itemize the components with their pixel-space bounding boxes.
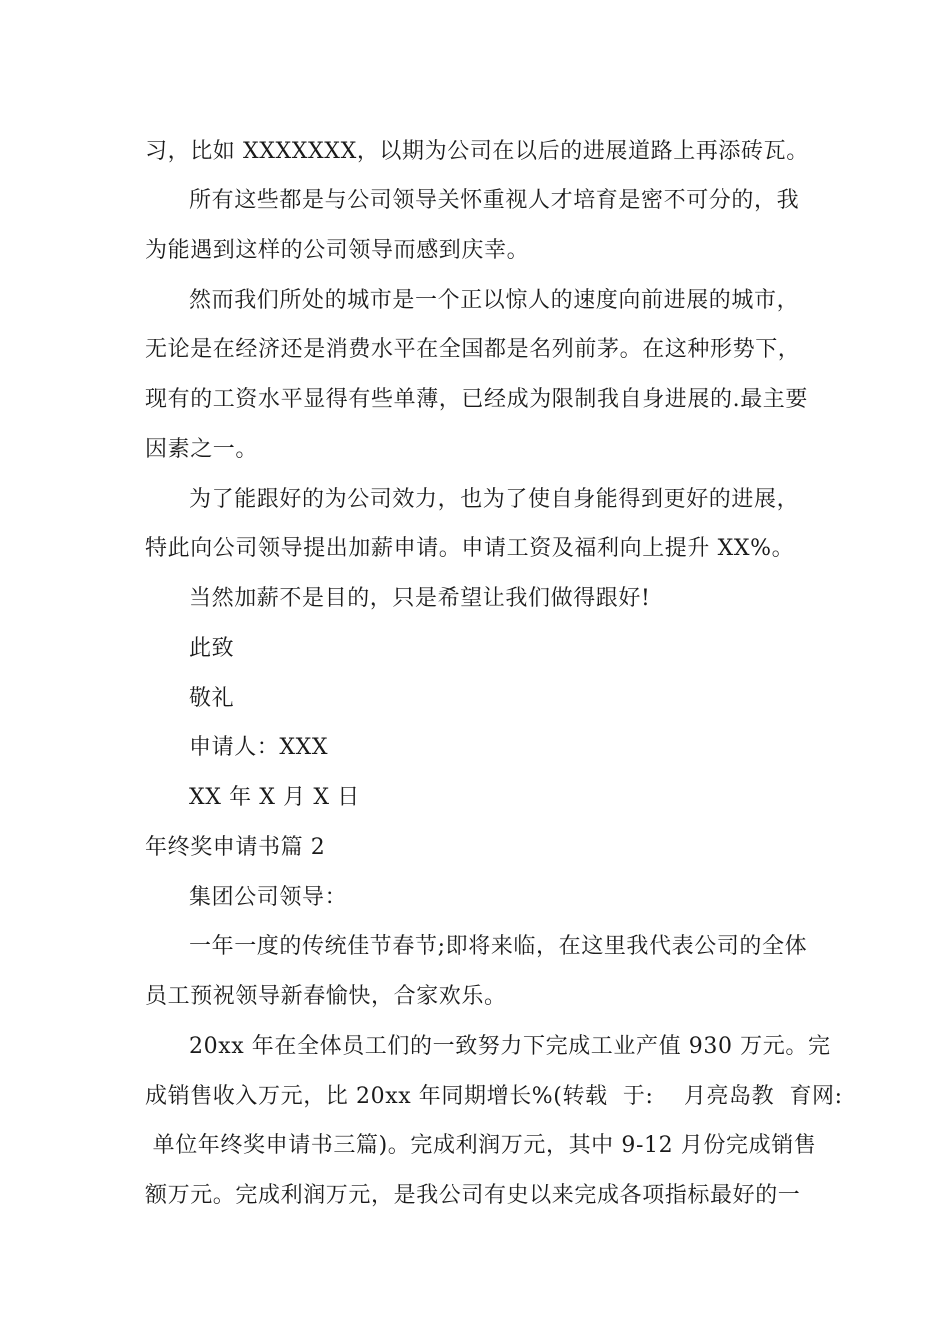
closing-salutation: 此致 bbox=[189, 636, 235, 661]
section-heading: 年终奖申请书篇 2 bbox=[145, 835, 326, 860]
text-line: 无论是在经济还是消费水平在全国都是名列前茅。在这种形势下， bbox=[145, 337, 801, 362]
text-line: 员工预祝领导新春愉快，合家欢乐。 bbox=[145, 984, 507, 1009]
applicant-name: 申请人：XXX bbox=[189, 735, 329, 760]
text-line: 20xx 年在全体员工们的一致努力下完成工业产值 930 万元。完 bbox=[189, 1034, 831, 1059]
letter-greeting: 集团公司领导： bbox=[189, 885, 348, 910]
text-line: 现有的工资水平显得有些单薄，已经成为限制我自身进展的.最主要 bbox=[145, 387, 808, 412]
text-line: 特此向公司领导提出加薪申请。申请工资及福利向上提升 XX%。 bbox=[145, 536, 795, 561]
text-line: 一年一度的传统佳节春节;即将来临，在这里我代表公司的全体 bbox=[189, 934, 808, 959]
text-line: 单位年终奖申请书三篇)。完成利润万元，其中 9-12 月份完成销售 bbox=[145, 1133, 817, 1158]
text-line: 习，比如 XXXXXXX，以期为公司在以后的进展道路上再添砖瓦。 bbox=[145, 139, 809, 164]
text-line: 所有这些都是与公司领导关怀重视人才培育是密不可分的，我 bbox=[189, 188, 800, 213]
application-date: XX 年 X 月 X 日 bbox=[189, 785, 360, 810]
text-line: 然而我们所处的城市是一个正以惊人的速度向前进展的城市， bbox=[189, 288, 800, 313]
text-line: 为了能跟好的为公司效力，也为了使自身能得到更好的进展， bbox=[189, 487, 800, 512]
closing-regards: 敬礼 bbox=[189, 686, 235, 711]
text-line: 成销售收入万元，比 20xx 年同期增长%(转载 于: 月亮岛教 育网: bbox=[145, 1084, 843, 1109]
text-line: 当然加薪不是目的，只是希望让我们做得跟好! bbox=[189, 586, 651, 611]
text-line: 因素之一。 bbox=[145, 437, 259, 462]
text-line: 额万元。完成利润万元，是我公司有史以来完成各项指标最好的一 bbox=[145, 1183, 801, 1208]
text-line: 为能遇到这样的公司领导而感到庆幸。 bbox=[145, 238, 530, 263]
